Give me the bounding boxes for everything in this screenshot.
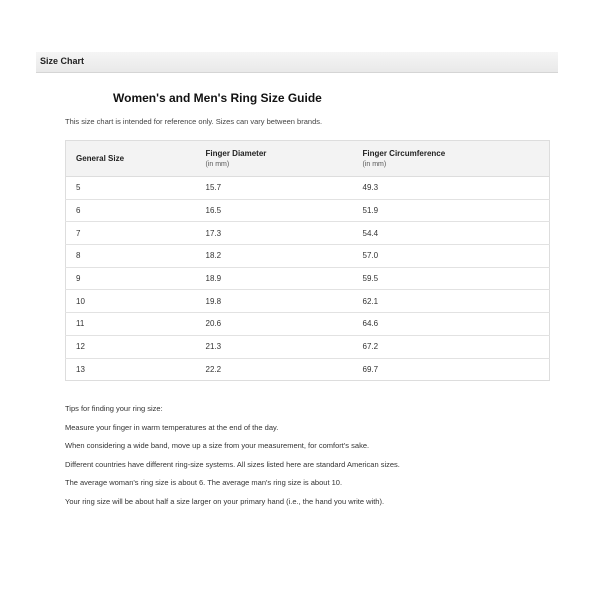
guide-title: Women's and Men's Ring Size Guide [113, 91, 322, 105]
cell-finger-circumference: 57.0 [353, 245, 550, 268]
tip-item: Your ring size will be about half a size larger on your primary hand (i.e., the hand you write with). [65, 496, 385, 506]
table-row [66, 358, 550, 381]
table-row [66, 245, 550, 268]
cell-general-size: 13 [66, 358, 196, 381]
cell-finger-circumference: 51.9 [353, 199, 550, 222]
cell-finger-diameter: 15.7 [196, 177, 353, 200]
column-header-unit: (in mm) [205, 161, 230, 168]
size-chart-header-bar [36, 52, 558, 73]
tip-item: The average woman's ring size is about 6. The average man's ring size is about 10. [65, 478, 343, 488]
cell-finger-diameter: 20.6 [196, 313, 353, 336]
cell-general-size: 12 [66, 335, 196, 358]
cell-general-size: 11 [66, 313, 196, 336]
cell-finger-circumference: 67.2 [353, 335, 550, 358]
table-row [66, 290, 550, 313]
cell-finger-circumference: 59.5 [353, 267, 550, 290]
column-header-label: Finger Diameter [205, 149, 267, 158]
cell-finger-diameter: 19.8 [196, 290, 353, 313]
cell-general-size: 7 [66, 222, 196, 245]
header-title: Size Chart [40, 56, 85, 66]
cell-general-size: 10 [66, 290, 196, 313]
column-header-finger-diameter [196, 141, 353, 177]
guide-intro: This size chart is intended for reference only. Sizes can vary between brands. [65, 117, 323, 126]
tips-heading: Tips for finding your ring size: [65, 404, 163, 413]
cell-finger-circumference: 69.7 [353, 358, 550, 381]
table-row [66, 177, 550, 200]
cell-finger-diameter: 17.3 [196, 222, 353, 245]
cell-finger-diameter: 16.5 [196, 199, 353, 222]
cell-finger-circumference: 54.4 [353, 222, 550, 245]
table-header-row [66, 141, 550, 177]
cell-finger-diameter: 18.2 [196, 245, 353, 268]
tip-item: When considering a wide band, move up a size from your measurement, for comfort's sake. [65, 441, 370, 451]
tip-item: Measure your finger in warm temperatures at the end of the day. [65, 422, 279, 432]
cell-general-size: 9 [66, 267, 196, 290]
ring-size-table [65, 140, 550, 381]
cell-general-size: 8 [66, 245, 196, 268]
tips-section [65, 400, 400, 512]
table-row [66, 267, 550, 290]
column-header-label: Finger Circumference [362, 149, 446, 158]
column-header-unit: (in mm) [362, 161, 387, 168]
table-row [66, 222, 550, 245]
cell-finger-circumference: 49.3 [353, 177, 550, 200]
cell-finger-diameter: 22.2 [196, 358, 353, 381]
table-row [66, 199, 550, 222]
table-row [66, 335, 550, 358]
column-header-finger-circumference [353, 141, 550, 177]
table-row [66, 313, 550, 336]
column-header-general-size [66, 141, 196, 177]
cell-finger-circumference: 64.6 [353, 313, 550, 336]
column-header-label: General Size [76, 154, 125, 163]
cell-finger-circumference: 62.1 [353, 290, 550, 313]
tip-item: Different countries have different ring-size systems. All sizes listed here are standard American sizes. [65, 459, 400, 469]
table-body [66, 177, 550, 381]
cell-general-size: 6 [66, 199, 196, 222]
cell-general-size: 5 [66, 177, 196, 200]
cell-finger-diameter: 21.3 [196, 335, 353, 358]
cell-finger-diameter: 18.9 [196, 267, 353, 290]
